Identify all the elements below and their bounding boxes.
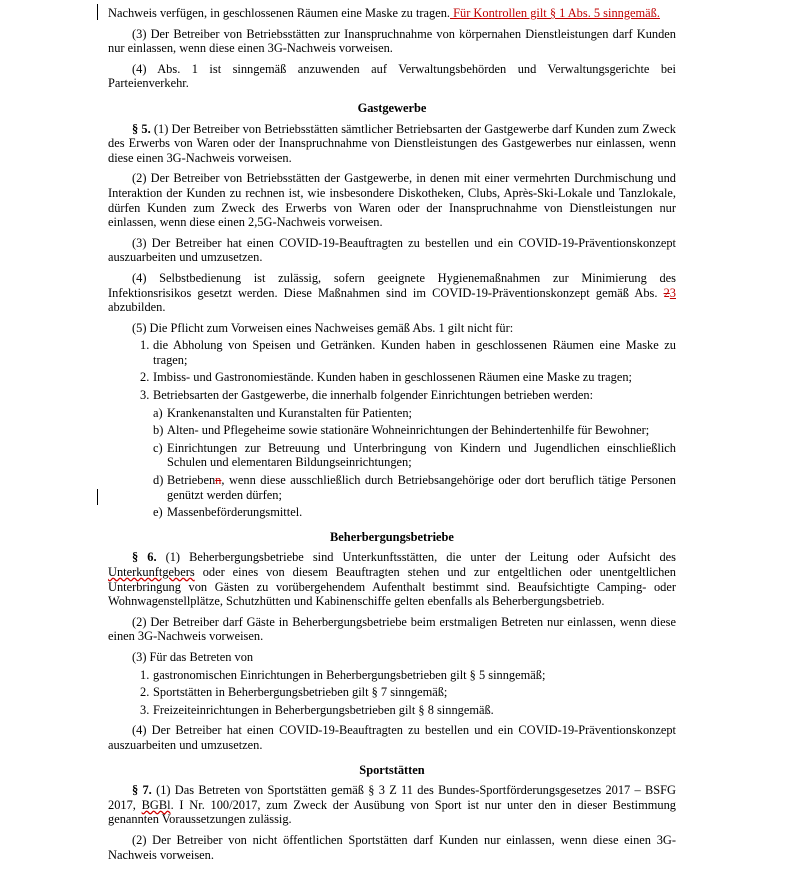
section-number: § 6.	[132, 550, 157, 565]
list-item: 2. Sportstätten in Beherbergungsbetrieben gilt § 7 sinngemäß;	[140, 685, 448, 700]
sub-list	[108, 406, 676, 520]
spellcheck-word: BGBl	[141, 797, 171, 812]
tracked-insertion: 3	[669, 285, 676, 300]
text: Nachweis verfügen, in geschlossenen Räumen eine Maske zu tragen.	[108, 6, 451, 20]
paragraph: (4) Der Betreiber hat einen COVID-19-Beauftragten zu bestellen und ein COVID-19-Präventionskonzept auszuarbeiten und umzusetzen.	[108, 723, 676, 752]
paragraph	[108, 6, 676, 21]
tracked-deletion: 2	[663, 285, 670, 300]
paragraph	[108, 271, 676, 315]
list-item: e) Massenbeförderungsmittel.	[153, 505, 303, 520]
list-item: b) Alten- und Pflegeheime sowie stationäre Wohneinrichtungen der Behindertenhilfe für Bewohner;	[153, 423, 650, 438]
paragraph: (5) Die Pflicht zum Vorweisen eines Nachweises gemäß Abs. 1 gilt nicht für:	[132, 320, 514, 335]
tracked-insertion: Für Kontrollen gilt § 1 Abs. 5 sinngemäß.	[450, 6, 660, 20]
list-item: 1. die Abholung von Speisen und Getränken. Kunden haben in geschlossenen Räumen eine Maske zu tragen;	[140, 338, 676, 367]
change-bar	[97, 4, 98, 20]
section-heading: Sportstätten	[359, 762, 425, 777]
list-item: 1. gastronomischen Einrichtungen in Beherbergungsbetrieben gilt § 5 sinngemäß;	[140, 667, 546, 682]
list-item: d) Betriebenn, wenn diese ausschließlich durch Betriebsangehörige oder dort beruflich tätige Personen genützt werden dürfen;	[153, 473, 676, 502]
spellcheck-word: Unterkunftgebers	[108, 565, 195, 579]
paragraph: (3) Der Betreiber hat einen COVID-19-Beauftragten zu bestellen und ein COVID-19-Präventionskonzept auszuarbeiten und umzusetzen.	[108, 235, 676, 265]
numbered-list	[108, 338, 676, 402]
list-item: 3. Betriebsarten der Gastgewerbe, die innerhalb folgender Einrichtungen betrieben werden:	[140, 388, 594, 403]
list-item: c) Einrichtungen zur Betreuung und Unterbringung von Kindern und Jugendlichen einschließlich Schulen und elementaren Bildungseinrichtungen;	[153, 440, 676, 470]
section-number: § 7.	[132, 783, 152, 798]
list-item: 2. Imbiss- und Gastronomiestände. Kunden haben in geschlossenen Räumen eine Maske zu tragen;	[140, 370, 632, 385]
text: (1) Der Betreiber von Betriebsstätten sämtlicher Betriebsarten der Gastgewerbe darf Kunden zum Zweck des Erwerbs von Waren oder der Inanspruchnahme von Dienstleistungen des Gastgewerbes nur einlassen, wenn diese einen 3G-Nachweis vorweisen.	[108, 121, 676, 165]
list-item: 3. Freizeiteinrichtungen in Beherbergungsbetrieben gilt § 8 sinngemäß.	[140, 702, 494, 717]
change-bar	[97, 489, 98, 505]
list-item: a) Krankenanstalten und Kuranstalten für Patienten;	[153, 405, 412, 420]
section-heading: Beherbergungsbetriebe	[330, 529, 454, 544]
paragraph: § 7. (1) Das Betreten von Sportstätten gemäß § 3 Z 11 des Bundes-Sportförderungsgesetzes 2017 – BSFG 2017, BGBl. I Nr. 100/2017, zum Zweck der Ausübung von Sport ist nur unter den in dieser Bestimmung genannten Voraussetzungen zulässig.	[108, 783, 676, 827]
paragraph: § 6. (1) Beherbergungsbetriebe sind Unterkunftsstätten, die unter der Leitung oder Aufsicht des Unterkunftgebers oder eines von diesem Beauftragten stehen und zur entgeltlichen oder unentgeltlichen Unterbringung von Gästen zu vorübergehendem Aufenthalt bestimmt sind. Beaufsichtigte Camping- oder Wohnwagenstellplätze, Schutzhütten und Kabinenschiffe gelten ebenfalls als Beherbergungsbetrieb.	[108, 550, 676, 609]
paragraph: (2) Der Betreiber darf Gäste in Beherbergungsbetriebe beim erstmaligen Betreten nur einlassen, wenn diese einen 3G-Nachweis vorweisen.	[108, 614, 676, 644]
section-heading: Gastgewerbe	[357, 100, 427, 115]
text: (4) Selbstbedienung ist zulässig, sofern geeignete Hygienemaßnahmen zur Minimierung des Infektionsrisikos gesetzt werden. Diese Maßnahmen sind im COVID-19-Präventionskonzept gemäß Abs.	[108, 270, 676, 300]
paragraph: (4) Abs. 1 ist sinngemäß anzuwenden auf Verwaltungsbehörden und Verwaltungsgerichte bei Parteienverkehr.	[108, 61, 676, 91]
tracked-deletion: n	[215, 473, 222, 488]
paragraph: (3) Der Betreiber von Betriebsstätten zur Inanspruchnahme von körpernahen Dienstleistungen darf Kunden nur einlassen, wenn diese einen 3G-Nachweis vorweisen.	[108, 26, 676, 56]
paragraph: (2) Der Betreiber von nicht öffentlichen Sportstätten darf Kunden nur einlassen, wenn diese einen 3G-Nachweis vorweisen.	[108, 832, 676, 862]
paragraph	[108, 122, 676, 166]
paragraph: (2) Der Betreiber von Betriebsstätten der Gastgewerbe, in denen mit einer vermehrten Durchmischung und Interaktion der Kunden zu rechnen ist, wie insbesondere Diskotheken, Clubs, Après-Ski-Lokale und Tanzlokale, dürfen Kunden zum Zweck des Erwerbs von Waren oder der Inanspruchnahme von Dienstleistungen nur einlassen, wenn diese einen 2,5G-Nachweis vorweisen.	[108, 171, 676, 230]
numbered-list	[108, 668, 676, 718]
section-number: § 5.	[132, 121, 151, 136]
document-page	[108, 0, 676, 862]
text: abzubilden.	[108, 300, 166, 315]
paragraph: (3) Für das Betreten von	[132, 649, 254, 664]
